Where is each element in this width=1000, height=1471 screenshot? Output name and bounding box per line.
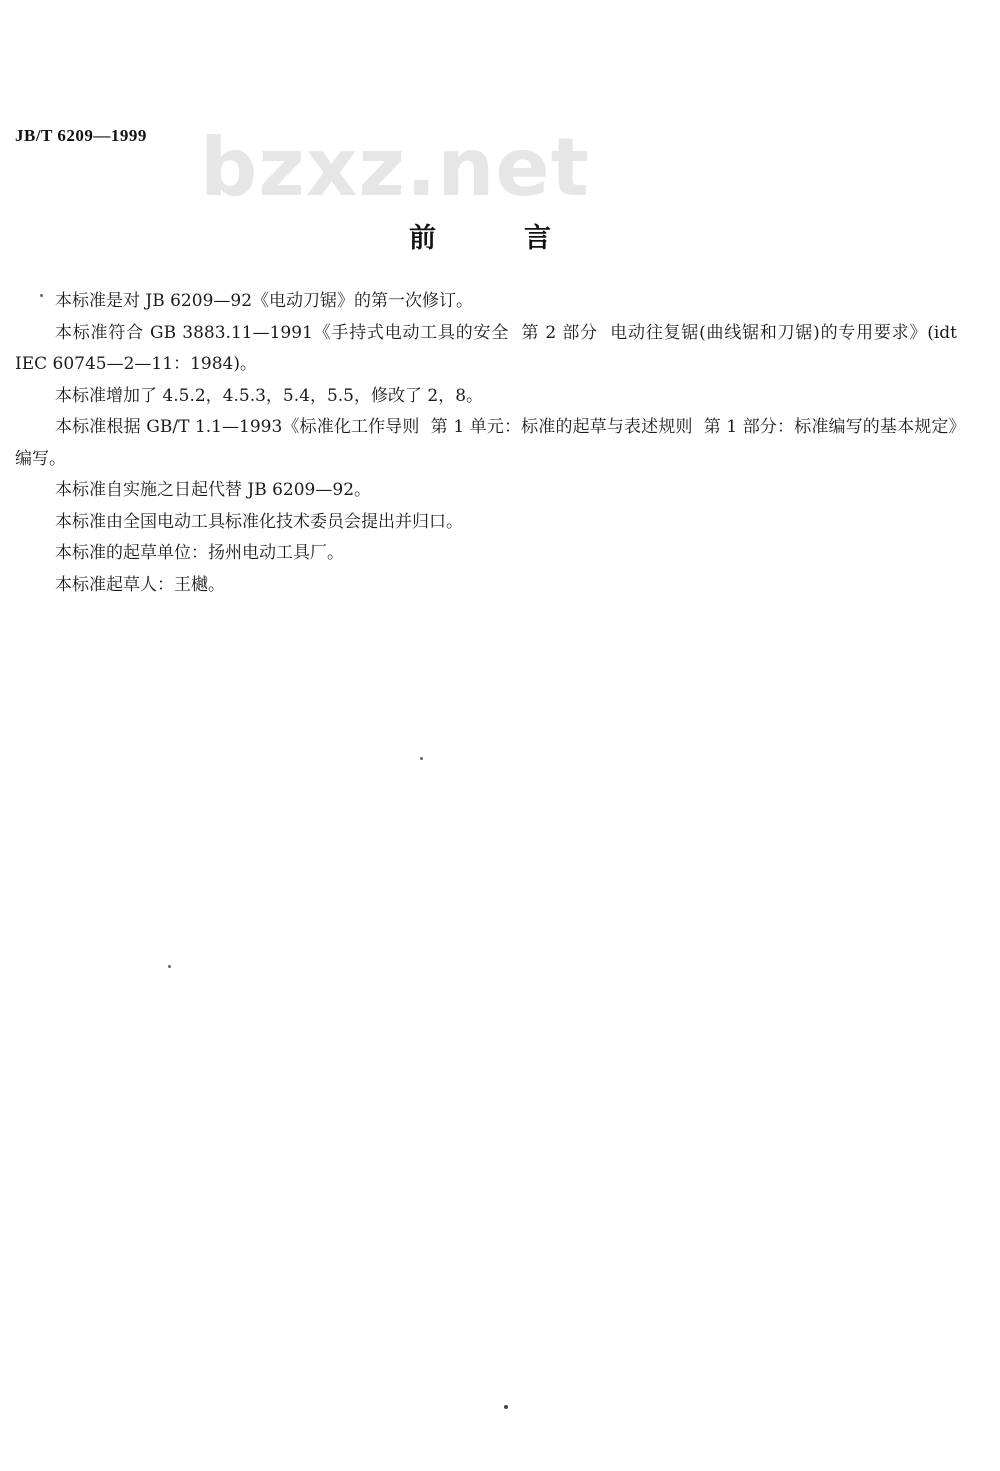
watermark-logo: bzxz.net — [200, 121, 590, 214]
paragraph: 本标准的起草单位：扬州电动工具厂。 — [55, 543, 344, 563]
standard-code: JB/T 6209—1999 — [15, 126, 147, 145]
scan-speck — [420, 757, 423, 760]
page-title: 前言 — [409, 223, 639, 254]
scan-speck — [40, 294, 43, 297]
scan-speck — [504, 1405, 508, 1409]
paragraph: 本标准增加了 4.5.2，4.5.3，5.4，5.5，修改了 2，8。 — [55, 385, 484, 406]
paragraph: 本标准起草人：王樾。 — [55, 574, 225, 595]
scan-speck — [168, 965, 171, 968]
paragraph: 本标准由全国电动工具标准化技术委员会提出并归口。 — [55, 511, 463, 532]
paragraph: 本标准根据 GB/T 1.1—1993《标准化工作导则 第 1 单元：标准的起草与表述规则 第 1 部分：标准编写的基本规定》编写。 — [15, 417, 957, 469]
body-text — [15, 286, 963, 601]
paragraph: 本标准是对 JB 6209—92《电动刀锯》的第一次修订。 — [55, 291, 474, 311]
paragraph: 本标准自实施之日起代替 JB 6209—92。 — [55, 480, 372, 500]
paragraph: 本标准符合 GB 3883.11—1991《手持式电动工具的安全 第 2 部分 电动往复锯(曲线锯和刀锯)的专用要求》(idt IEC 60745—2—11：1984)。 — [15, 322, 963, 374]
